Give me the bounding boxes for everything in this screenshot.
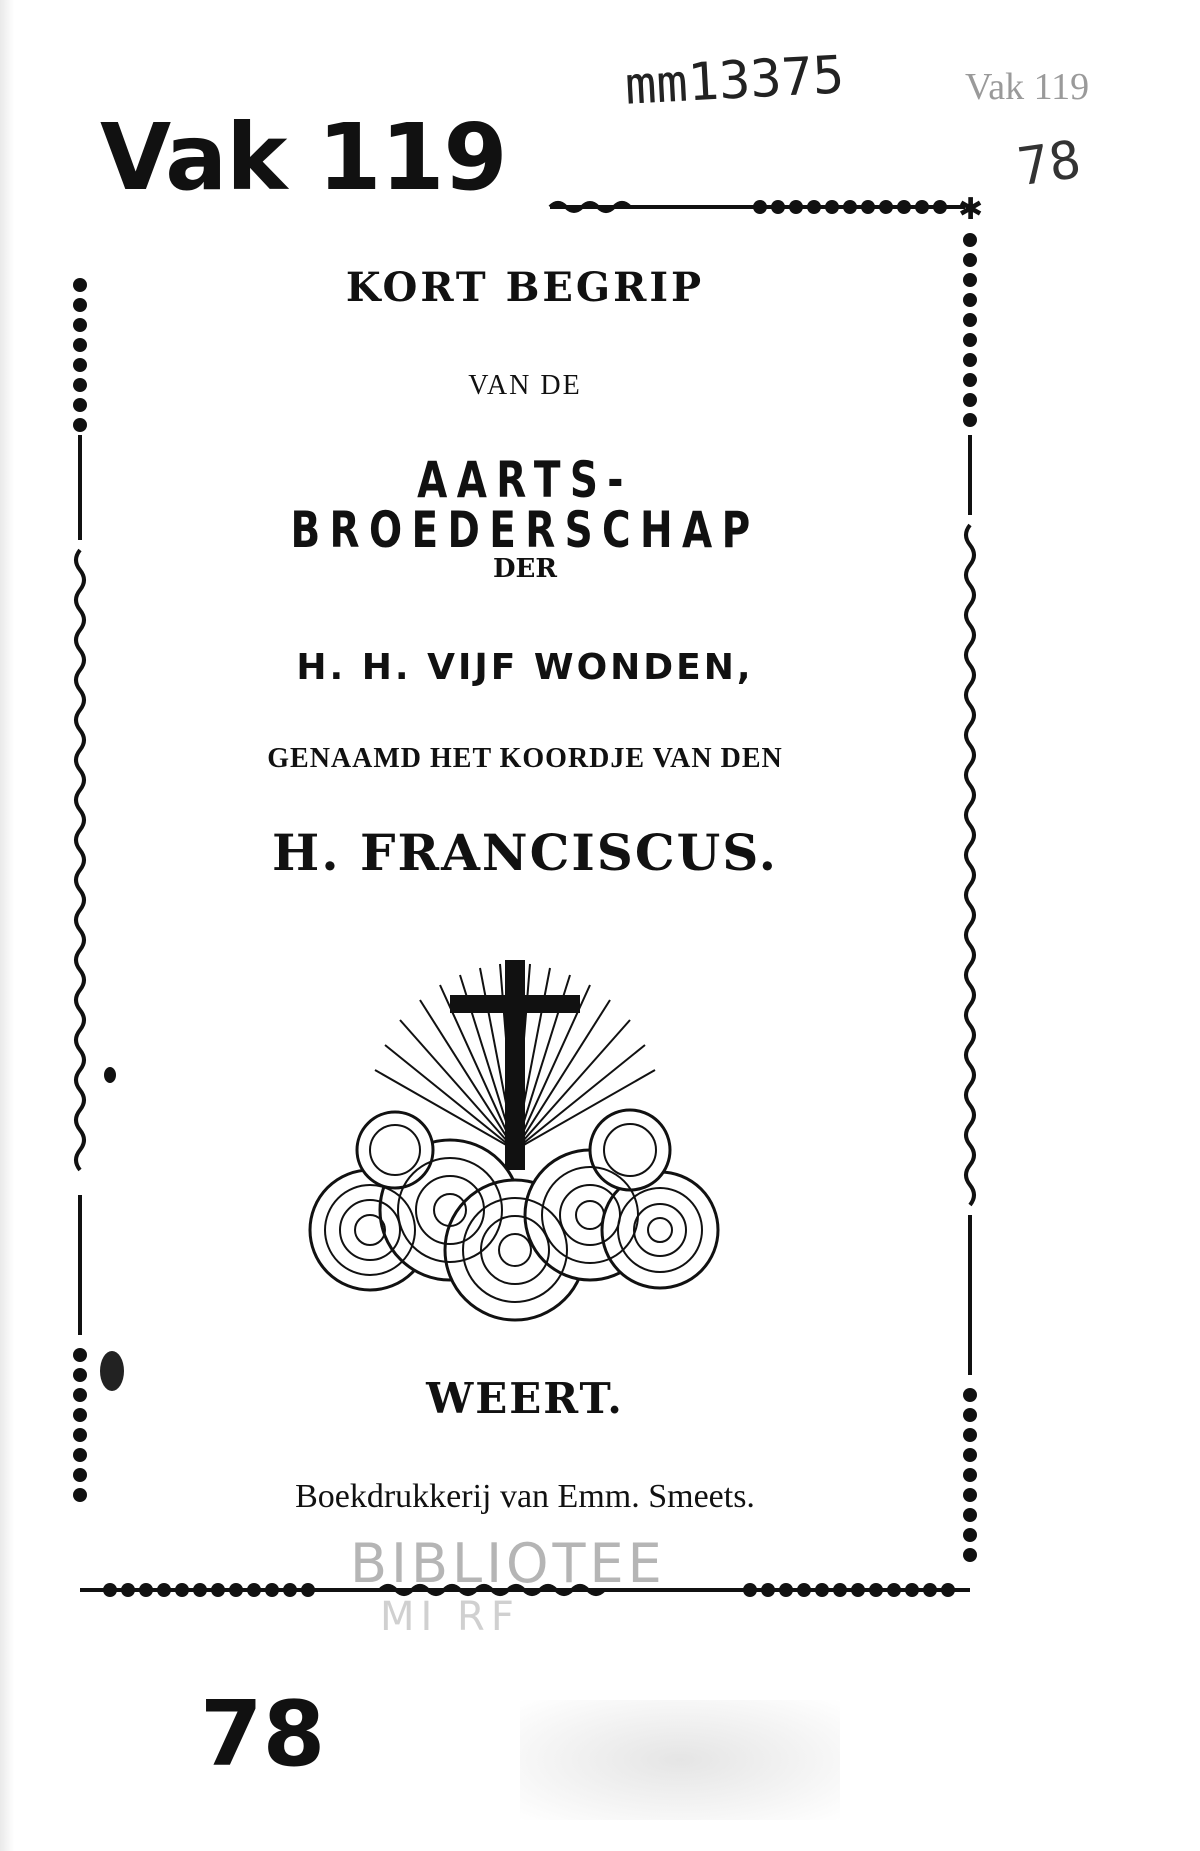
scan-smudge	[520, 1700, 840, 1820]
scan-edge	[0, 0, 14, 1851]
stamp-shelf-label: Vak 119	[965, 66, 1090, 108]
library-stamp-line2: MI RF	[380, 1594, 520, 1640]
title-vijf-wonden: H. H. VIJF WONDEN,	[296, 647, 754, 688]
svg-text:✱: ✱	[958, 192, 984, 227]
border-dots-top	[753, 200, 947, 214]
imprint-printer: Boekdrukkerij van Emm. Smeets.	[295, 1478, 755, 1515]
handwritten-code: mm13375	[623, 45, 846, 117]
title-der: DER	[493, 554, 557, 584]
handwritten-number: 78	[1014, 129, 1085, 199]
title-genaamd: GENAAMD HET KOORDJE VAN DEN	[267, 743, 783, 774]
title-kort-begrip: KORT BEGRIP	[345, 264, 705, 311]
shelf-label: Vak 119	[100, 104, 507, 211]
page-number: 78	[200, 1682, 326, 1787]
title-franciscus: H. FRANCISCUS.	[271, 823, 779, 882]
library-stamp-line1: BIBLIOTEE	[350, 1532, 666, 1595]
title-aarts-broederschap: AARTS-BROEDERSCHAP	[290, 451, 760, 559]
cross-on-clouds-icon	[300, 960, 730, 1330]
library-stamp	[320, 1525, 700, 1655]
title-van-de: VAN DE	[468, 370, 582, 401]
imprint-place: WEERT.	[426, 1374, 624, 1423]
